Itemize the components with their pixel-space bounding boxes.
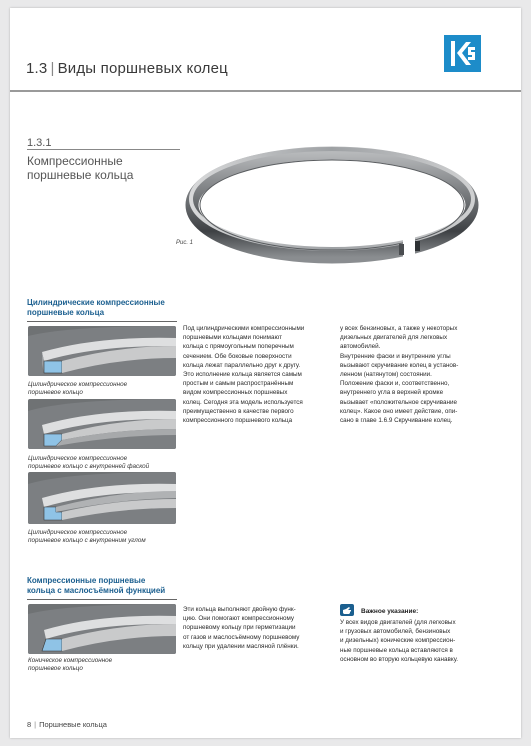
subsection-title [27, 154, 187, 182]
diagram4-caption [28, 657, 188, 673]
text-line: сано в главе 1.6.9 Скручивание колец. [340, 417, 453, 425]
subsection-title-line1: Компрессионные [27, 154, 123, 168]
block2-text-col1 [183, 605, 333, 651]
piston-ring-photo [175, 144, 485, 276]
text-line: компрессионного поршневого кольца [183, 417, 293, 425]
text-line: преимущественно в качестве первого [183, 407, 294, 415]
diagram1-caption-line2: поршневое кольцо [28, 389, 83, 396]
diagram1-caption [28, 381, 188, 397]
block2-heading [27, 576, 165, 596]
text-line: автомобилей. [340, 343, 381, 351]
block2-heading-line1: Компрессионные поршневые [27, 576, 146, 585]
section-title: Виды поршневых колец [57, 60, 228, 77]
diagram3-caption [28, 529, 188, 545]
block1-heading-line2: поршневые кольца [27, 308, 105, 317]
footer-label: Поршневые кольца [39, 720, 107, 729]
diagram4-caption-line2: поршневое кольцо [28, 665, 83, 672]
diagram2-caption-line2: поршневое кольцо с внутренней фаской [28, 463, 150, 470]
section-number: 1.3 [26, 60, 48, 77]
block1-heading [27, 298, 165, 318]
text-line: основном во вторую кольцевую канавку. [340, 655, 458, 663]
page-title [26, 60, 228, 77]
subsection-number: 1.3.1 [27, 137, 52, 149]
text-line: простым и самым распространённым [183, 380, 294, 388]
subsection-title-line2: поршневые кольца [27, 168, 134, 182]
text-line: Положение фаски и, соответственно, [340, 380, 450, 388]
block1-text-col2 [340, 324, 490, 425]
pointing-hand-icon [340, 604, 354, 616]
diagram1-caption-line1: Цилиндрическое компрессионное [28, 381, 128, 388]
diagram3-caption-line2: поршневое кольцо с внутренним углом [28, 537, 146, 544]
text-line: кольца с прямоугольным поперечным [183, 343, 294, 351]
page-footer [27, 720, 107, 729]
diagram3-caption-line1: Цилиндрическое компрессионное [28, 529, 128, 536]
important-note-title: Важное указание: [361, 608, 419, 615]
text-line: дизельных двигателей для легковых [340, 334, 448, 342]
page-header [10, 8, 521, 92]
header-divider [10, 90, 521, 92]
figure-caption: Рис. 1 [176, 240, 194, 246]
text-line: колец». Какое оно имеет действие, опи- [340, 407, 458, 415]
text-line: Это исполнение кольца является самым [183, 371, 302, 379]
text-line: поршневому кольцу при герметизации [183, 624, 296, 632]
text-line: у всех бензиновых, а также у некоторых [340, 325, 458, 332]
text-line: вызывает «положительное скручивание [340, 398, 458, 406]
text-line: ные поршневые кольца вставляются в [340, 646, 453, 654]
important-note-text [340, 618, 490, 664]
diagram2-caption [28, 455, 188, 471]
text-line: поршневыми кольцами понимают [183, 334, 282, 342]
text-line: Внутренние фаски и внутренние углы [340, 352, 451, 360]
text-line: внутреннего угла в верхней кромке [340, 389, 444, 397]
block1-text-col1 [183, 324, 333, 425]
text-line: от газов и маслосъёмному поршневому [183, 633, 300, 641]
block1-heading-line1: Цилиндрические компрессионные [27, 298, 165, 307]
text-line: и дизельных) конические компрессион- [340, 637, 456, 645]
text-line: видом компрессионных поршневых [183, 389, 288, 397]
block2-heading-line2: кольца с маслосъёмной функцией [27, 586, 166, 595]
document-page [10, 8, 521, 738]
title-separator: | [50, 60, 55, 77]
conical-ring-diagram [28, 604, 176, 654]
text-line: вызывают скручивание колец в установ- [340, 361, 459, 369]
inner-bevel-ring-diagram [28, 399, 176, 449]
text-line: У всех видов двигателей (для легковых [340, 619, 456, 626]
subsection-divider [27, 149, 180, 150]
text-line: цию. Они помогают компрессионному [183, 615, 295, 623]
text-line: кольцу при удалении масляной плёнки. [183, 642, 299, 650]
diagram2-caption-line1: Цилиндрическое компрессионное [28, 455, 128, 462]
ks-logo-icon [444, 35, 481, 72]
text-line: колец. Сегодня эта модель используется [183, 398, 303, 406]
text-line: Эти кольца выполняют двойную функ- [183, 606, 296, 613]
cylindrical-ring-diagram [28, 326, 176, 376]
inner-angle-ring-diagram [28, 472, 176, 524]
text-line: Под цилиндрическими компрессионными [183, 325, 305, 332]
text-line: сечением. Обе боковые поверхности [183, 352, 292, 360]
footer-separator: | [34, 720, 37, 729]
text-line: и грузовых автомобилей, бензиновых [340, 628, 451, 636]
block1-heading-divider [27, 321, 177, 322]
text-line: кольца лежат параллельно друг к другу. [183, 361, 301, 369]
diagram4-caption-line1: Коническое компрессионное [28, 657, 113, 664]
text-line: ленном (натянутом) состоянии. [340, 371, 432, 379]
page-number: 8 [27, 720, 32, 729]
block2-heading-divider [27, 599, 177, 600]
